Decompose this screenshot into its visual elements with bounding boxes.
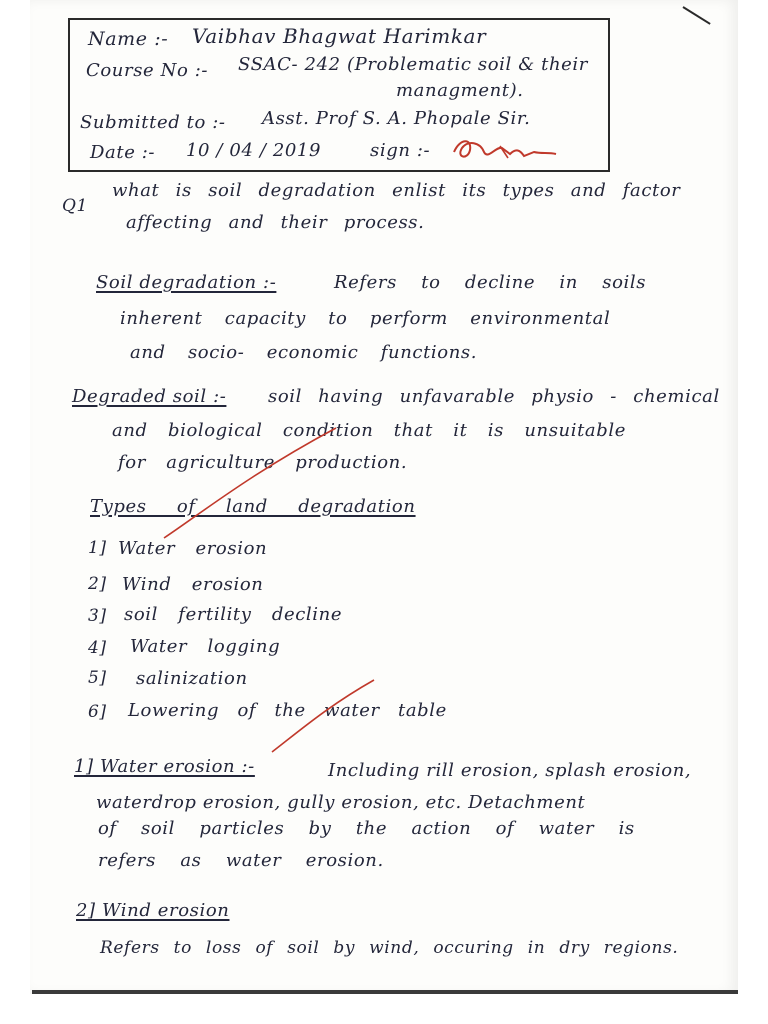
sign-label: sign :- bbox=[370, 140, 431, 161]
name-label: Name :- bbox=[88, 28, 169, 50]
degraded-soil-line2: and biological condition that it is unsuitable bbox=[112, 420, 626, 441]
name-value: Vaibhav Bhagwat Harimkar bbox=[192, 24, 487, 48]
type-item-text: Wind erosion bbox=[122, 574, 264, 595]
type-item-text: Water logging bbox=[130, 636, 281, 657]
date-label: Date :- bbox=[90, 142, 156, 163]
red-check-stroke-upper bbox=[160, 424, 340, 544]
type-item-text: Water erosion bbox=[118, 538, 268, 559]
soil-degradation-line2: inherent capacity to perform environmental bbox=[120, 308, 611, 329]
type-item-text: Lowering of the water table bbox=[128, 700, 447, 721]
water-erosion-line4: refers as water erosion. bbox=[98, 850, 384, 871]
wind-erosion-heading: 2] Wind erosion bbox=[76, 900, 230, 921]
types-heading: Types of land degradation bbox=[90, 496, 416, 517]
page-bottom-edge bbox=[32, 990, 738, 994]
wind-erosion-line1: Refers to loss of soil by wind, occuring in dry regions. bbox=[100, 938, 679, 958]
question-line2: affecting and their process. bbox=[126, 212, 425, 233]
course-value-line1: SSAC- 242 (Problematic soil & their bbox=[238, 54, 588, 75]
type-item-num: 1] bbox=[88, 538, 107, 558]
soil-degradation-line1: Refers to decline in soils bbox=[334, 272, 647, 293]
soil-degradation-term: Soil degradation :- bbox=[96, 272, 277, 293]
type-item-num: 2] bbox=[88, 574, 107, 594]
course-value-line2: managment). bbox=[396, 80, 524, 101]
course-label: Course No :- bbox=[86, 60, 209, 81]
soil-degradation-line3: and socio- economic functions. bbox=[130, 342, 478, 363]
type-item-num: 6] bbox=[88, 702, 107, 722]
type-item-num: 4] bbox=[88, 638, 107, 658]
degraded-soil-term: Degraded soil :- bbox=[72, 386, 227, 407]
type-item-text: salinization bbox=[136, 668, 248, 689]
type-item-num: 5] bbox=[88, 668, 107, 688]
water-erosion-line3: of soil particles by the action of water is bbox=[98, 818, 635, 839]
type-item-text: soil fertility decline bbox=[124, 604, 343, 625]
red-check-stroke-lower bbox=[268, 676, 378, 756]
degraded-soil-line3: for agriculture production. bbox=[118, 452, 408, 473]
water-erosion-heading: 1] Water erosion :- bbox=[74, 756, 255, 777]
signature-image bbox=[450, 132, 560, 166]
degraded-soil-line1: soil having unfavarable physio - chemical bbox=[268, 386, 720, 407]
water-erosion-line1: Including rill erosion, splash erosion, bbox=[328, 760, 692, 781]
question-number: Q1 bbox=[62, 196, 88, 216]
submitted-label: Submitted to :- bbox=[80, 112, 226, 133]
water-erosion-line2: waterdrop erosion, gully erosion, etc. Detachment bbox=[96, 792, 586, 813]
submitted-value: Asst. Prof S. A. Phopale Sir. bbox=[262, 108, 531, 129]
type-item-num: 3] bbox=[88, 606, 107, 626]
date-value: 10 / 04 / 2019 bbox=[186, 140, 322, 161]
question-line1: what is soil degradation enlist its types and factor bbox=[112, 180, 681, 201]
